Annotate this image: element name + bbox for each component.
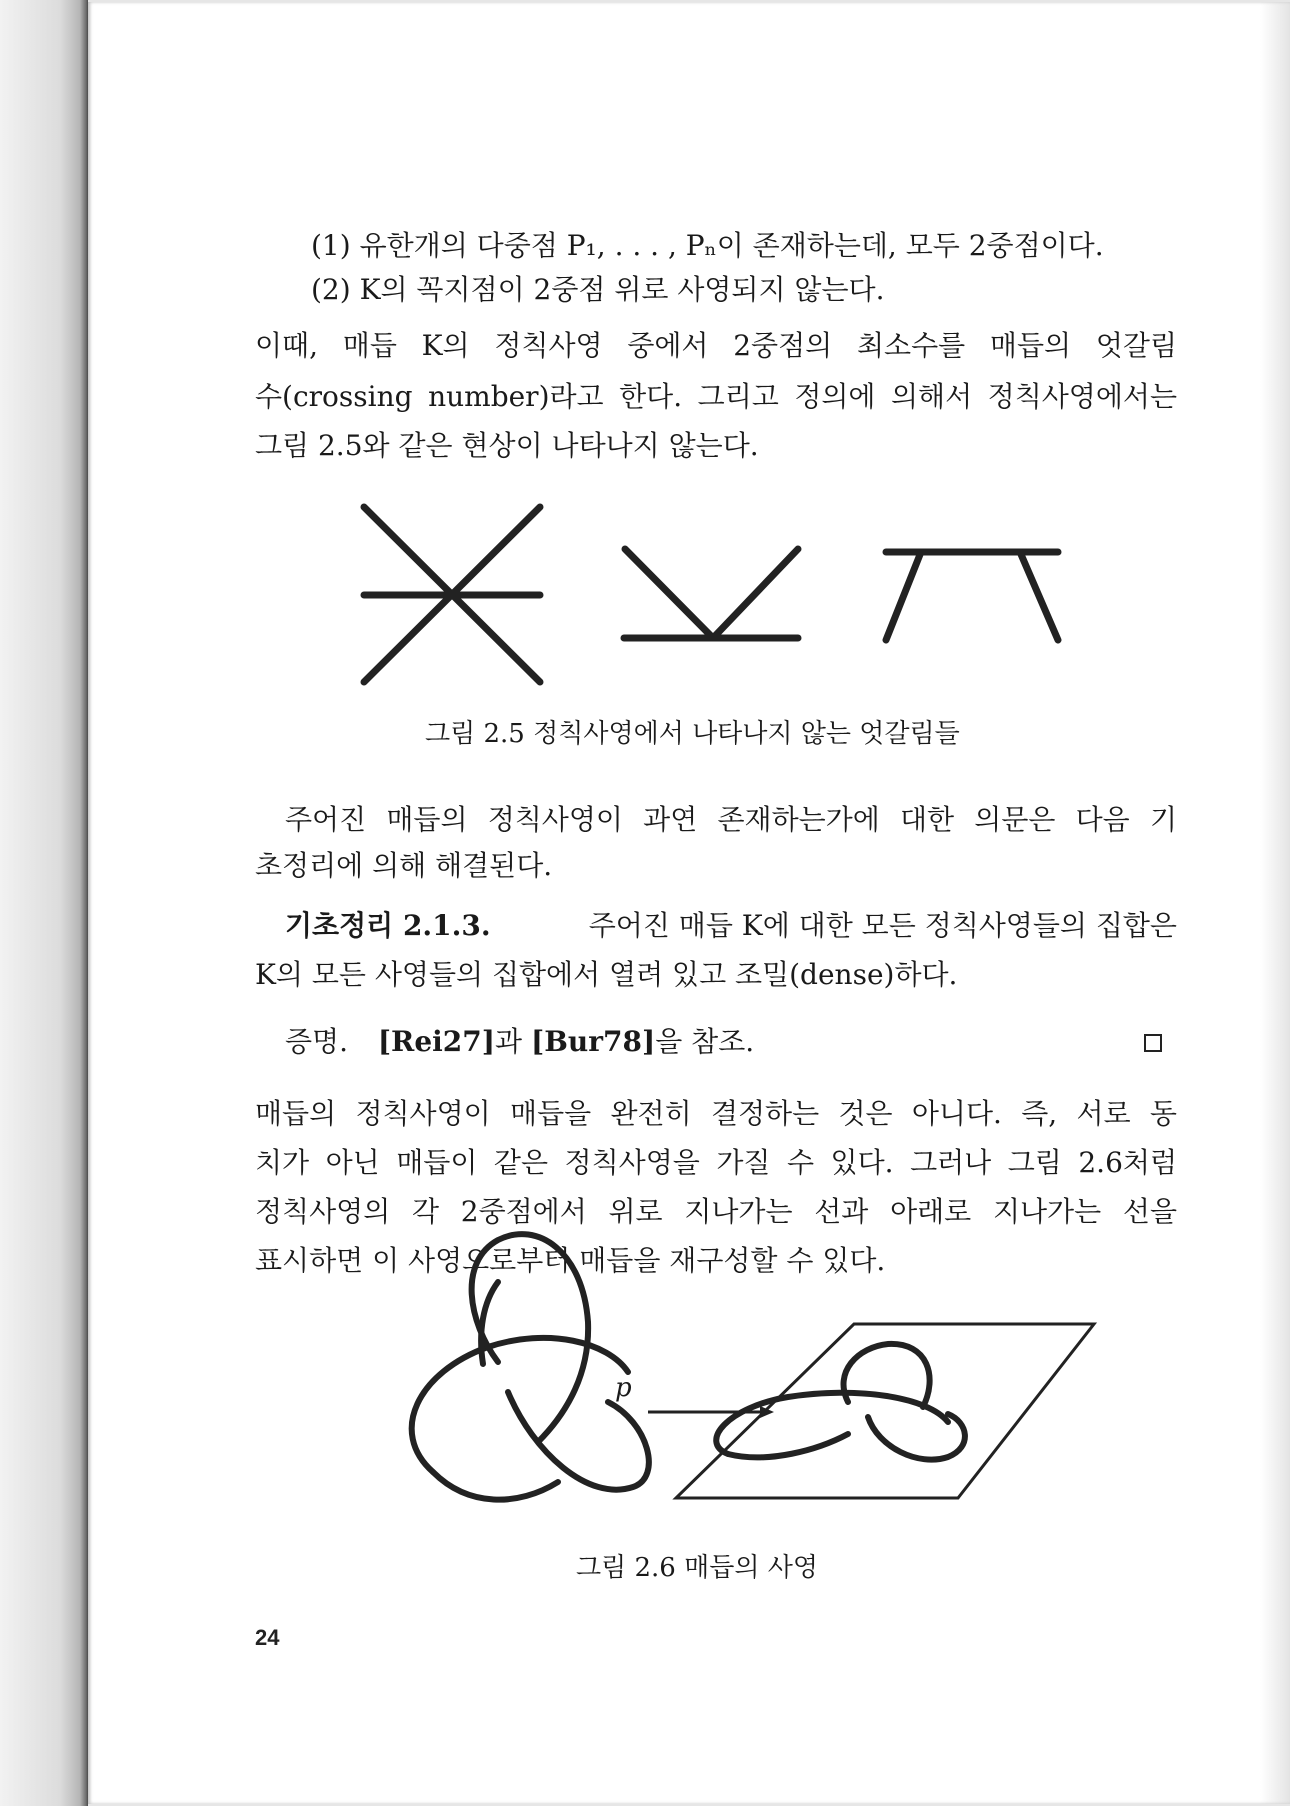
paragraph-1-line-3: 그림 2.5와 같은 현상이 나타나지 않는다. [255, 429, 759, 462]
paragraph-2-line-2: 초정리에 의해 해결된다. [255, 849, 553, 882]
condition-1: (1) 유한개의 다중점 P₁, . . . , Pₙ이 존재하는데, 모두 2중점이다. [311, 229, 1104, 262]
proof-conjunction: 과 [495, 1025, 523, 1058]
lemma-line-2: K의 모든 사영들의 집합에서 열려 있고 조밀(dense)하다. [255, 958, 958, 991]
paragraph-3-line-2: 치가 아닌 매듭이 같은 정칙사영을 가질 수 있다. 그러나 그림 2.6처럼 [255, 1146, 1177, 1179]
paragraph-3-line-1: 매듭의 정칙사영이 매듭을 완전히 결정하는 것은 아니다. 즉, 서로 동 [255, 1097, 1177, 1130]
book-spine-edge [0, 0, 88, 1806]
paragraph-3-line-3: 정칙사영의 각 2중점에서 위로 지나가는 선과 아래로 지나가는 선을 [255, 1195, 1177, 1228]
paragraph-1-line-2: 수(crossing number)라고 한다. 그리고 정의에 의해서 정칙사영에서는 [255, 380, 1177, 413]
figure-2-6-caption: 그림 2.6 매듭의 사영 [576, 1553, 818, 1583]
page-number: 24 [255, 1625, 280, 1650]
proof-tail: 을 참조. [655, 1025, 755, 1058]
book-page [88, 2, 1290, 1804]
condition-2: (2) K의 꼭지점이 2중점 위로 사영되지 않는다. [311, 273, 885, 306]
paragraph-2-line-1: 주어진 매듭의 정칙사영이 과연 존재하는가에 대한 의문은 다음 기 [285, 803, 1177, 836]
trefoil-knot [412, 1234, 649, 1500]
proof-label: 증명. [285, 1025, 348, 1058]
projection-plane-with-knot-shadow [676, 1324, 1094, 1498]
figure-2-5-caption: 그림 2.5 정칙사영에서 나타나지 않는 엇갈림들 [425, 719, 960, 749]
paragraph-3-line-4: 표시하면 이 사영으로부터 매듭을 재구성할 수 있다. [255, 1244, 886, 1277]
reference-rei27[interactable]: [Rei27] [377, 1025, 495, 1058]
reference-bur78[interactable]: [Bur78] [530, 1025, 656, 1058]
figure-2-6-knot-projection [88, 2, 1290, 1602]
paragraph-1-line-1: 이때, 매듭 K의 정칙사영 중에서 2중점의 최소수를 매듭의 엇갈림 [255, 329, 1177, 362]
projection-label-p: p [615, 1373, 632, 1403]
lemma-heading: 기초정리 2.1.3. [285, 909, 491, 942]
lemma-statement-start: 주어진 매듭 K에 대한 모든 정칙사영들의 집합은 [588, 909, 1177, 942]
